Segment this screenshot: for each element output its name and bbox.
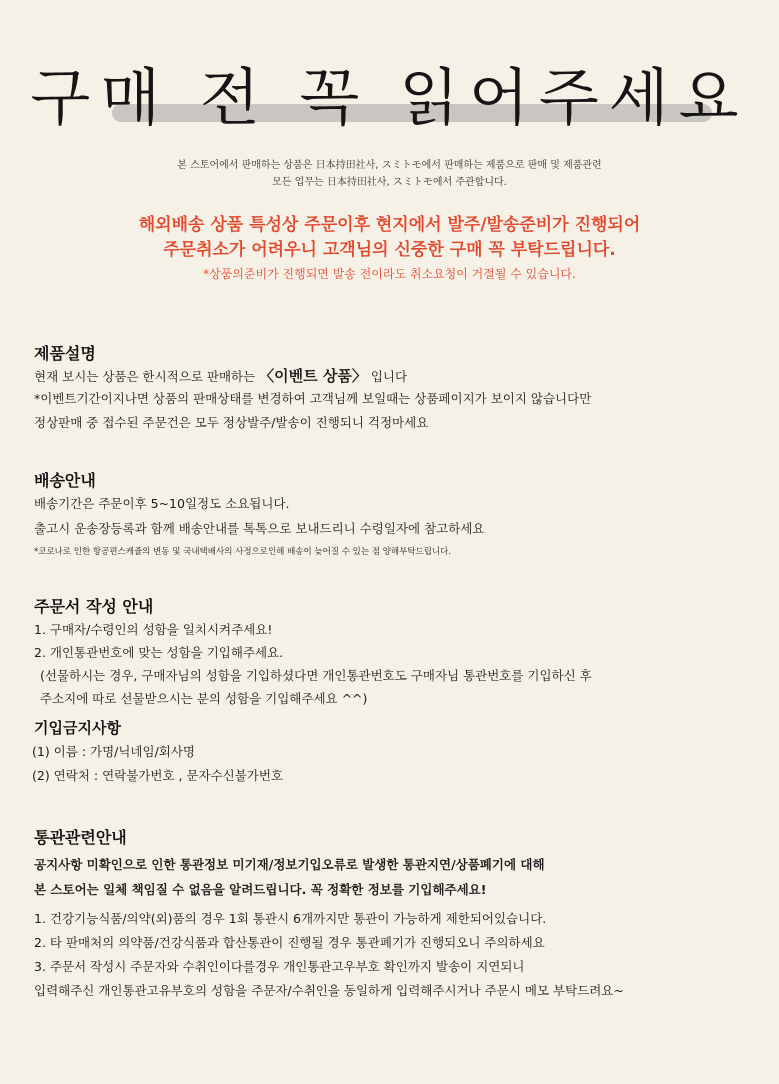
customs-item-2: 2. 타 판매처의 의약품/건강식품과 합산통관이 진행될 경우 통관폐기가 진행되오니 주의하세요 <box>34 935 545 950</box>
order-section-title: 주문서 작성 안내 <box>34 597 154 616</box>
page-title: 구매 전 꼭 읽어주세요 <box>30 61 749 134</box>
store-info-line-1: 본 스토어에서 판매하는 상품은 日本持田社사, スミトモ에서 판매하는 제품으로 판매 및 제품관련 <box>177 160 602 171</box>
order-line-4: 주소지에 따로 선물받으시는 분의 성함을 기입해주세요 ^^) <box>40 691 368 706</box>
page-header <box>0 40 779 140</box>
customs-item-3a: 3. 주문서 작성시 주문자와 수취인이다를경우 개인통관고우부호 확인까지 발송이 지연되니 <box>34 959 525 974</box>
store-info-line-2: 모든 업무는 日本持田社사, スミトモ에서 주관합니다. <box>272 177 507 188</box>
prohibited-items-title: 기입금지사항 <box>34 719 121 737</box>
product-line-2: *이벤트기간이지나면 상품의 판매상태를 변경하여 고객님께 보일때는 상품페이지가 보이지 않습니다만 <box>34 391 592 406</box>
order-line-3: (선물하시는 경우, 구매자님의 성함을 기입하셨다면 개인통관번호도 구매자님 통관번호를 기입하신 후 <box>40 668 592 683</box>
warning-line-1: 해외배송 상품 특성상 주문이후 현지에서 발주/발송준비가 진행되어 <box>138 215 641 235</box>
customs-notice-2: 본 스토어는 일체 책임질 수 없음을 알려드립니다. 꼭 정확한 정보를 기입해주세요! <box>34 882 487 897</box>
prohibited-item-2: (2) 연락처 : 연락불가번호 , 문자수신불가번호 <box>32 768 284 783</box>
customs-section-title: 통관관련안내 <box>34 828 127 847</box>
shipping-line-2: 출고시 운송장등록과 함께 배송안내를 톡톡으로 보내드리니 수령일자에 참고하세요 <box>34 521 485 536</box>
shipping-note: *코로나로 인한 항공편스케쥴의 변동 및 국내택배사의 사정으로인해 배송이 늦어질 수 있는 점 양해부탁드립니다. <box>34 547 452 557</box>
shipping-line-1: 배송기간은 주문이후 5~10일정도 소요됩니다. <box>34 496 290 511</box>
order-line-2: 2. 개인통관번호에 맞는 성함을 기입해주세요. <box>34 645 284 660</box>
customs-notice-1: 공지사항 미확인으로 인한 통관정보 미기재/정보기입오류로 발생한 통관지연/상품폐기에 대해 <box>34 857 545 872</box>
product-line-3: 정상판매 중 접수된 주문건은 모두 정상발주/발송이 진행되니 걱정마세요 <box>34 415 429 430</box>
prohibited-item-1: (1) 이름 : 가명/닉네임/회사명 <box>32 744 196 759</box>
customs-item-1: 1. 건강기능식품/의약(외)품의 경우 1회 통관시 6개까지만 통관이 가능하게 제한되어있습니다. <box>34 911 547 926</box>
warning-note: *상품의준비가 진행되면 발송 전이라도 취소요청이 거절될 수 있습니다. <box>203 267 576 281</box>
order-line-1: 1. 구매자/수령인의 성함을 일치시켜주세요! <box>34 622 273 637</box>
product-section-title: 제품설명 <box>34 344 96 363</box>
event-product-label: 〈이벤트 상품〉 <box>259 367 367 385</box>
warning-line-2: 주문취소가 어려우니 고객님의 신중한 구매 꼭 부탁드립니다. <box>163 240 616 260</box>
product-line-1-post: 입니다 <box>366 369 408 384</box>
product-line-1 <box>34 365 407 386</box>
product-line-1-pre: 현재 보시는 상품은 한시적으로 판매하는 <box>34 369 260 384</box>
customs-item-3b: 입력해주신 개인통관고유부호의 성함을 주문자/수취인을 동일하게 입력해주시거나 주문시 메모 부탁드려요~ <box>34 983 624 998</box>
shipping-section-title: 배송안내 <box>34 471 96 490</box>
